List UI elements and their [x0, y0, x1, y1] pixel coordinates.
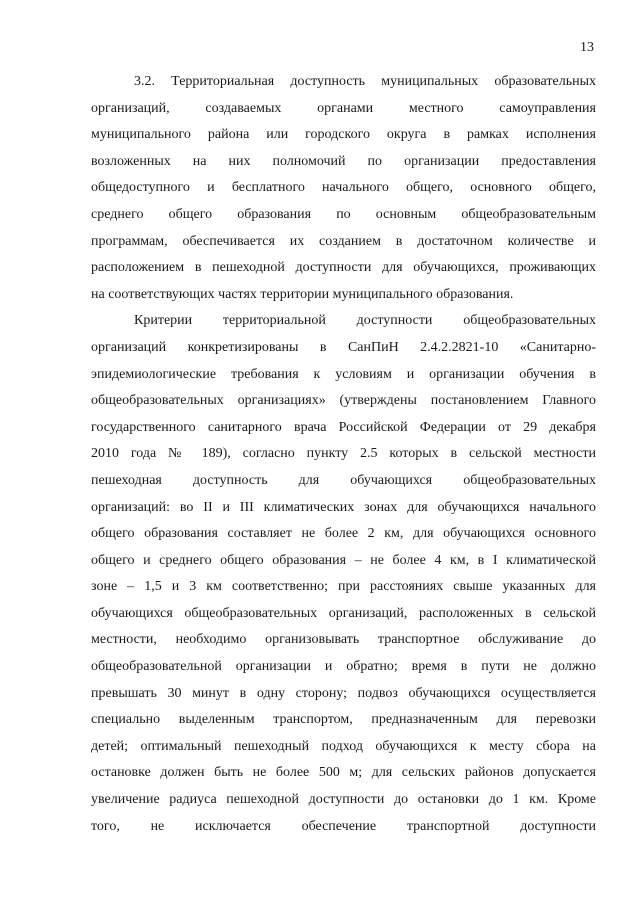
page-number: 13: [580, 40, 594, 55]
text-line: общеобразовательных организациях» (утверждены постановлением Главного: [91, 393, 596, 409]
text-line: эпидемиологические требования к условиям и организации обучения в: [91, 366, 596, 382]
text-line: программам, обеспечивается их созданием в достаточном количестве и: [91, 233, 596, 249]
text-line: расположением в пешеходной доступности для обучающихся, проживающих: [91, 260, 596, 276]
text-line: организаций, создаваемых органами местного самоуправления: [91, 100, 596, 116]
text-line: среднего общего образования по основным общеобразовательным: [91, 206, 596, 222]
text-line: на соответствующих частях территории муниципального образования.: [91, 286, 514, 302]
text-line: увеличение радиуса пешеходной доступности до остановки до 1 км. Кроме: [91, 792, 596, 808]
text-line: Критерии территориальной доступности общеобразовательных: [134, 313, 596, 329]
document-body: [91, 69, 596, 840]
text-line: государственного санитарного врача Российской Федерации от 29 декабря: [91, 419, 596, 435]
text-line: специально выделенным транспортом, предназначенным для перевозки: [91, 712, 596, 728]
text-line: организаций конкретизированы в СанПиН 2.4.2.2821-10 «Санитарно-: [91, 339, 596, 355]
text-line: 2010 года № 189), согласно пункту 2.5 которых в сельской местности: [91, 446, 596, 462]
text-line: общедоступного и бесплатного начального общего, основного общего,: [91, 180, 596, 196]
text-line: муниципального района или городского округа в рамках исполнения: [91, 127, 596, 143]
text-line: организаций: во II и III климатических зонах для обучающихся начального: [91, 499, 596, 515]
text-line: пешеходная доступность для обучающихся общеобразовательных: [91, 472, 596, 488]
text-line: возложенных на них полномочий по организации предоставления: [91, 153, 596, 169]
text-line: общего образования составляет не более 2 км, для обучающихся основного: [91, 526, 596, 542]
text-line: того, не исключается обеспечение транспортной доступности: [91, 818, 596, 834]
text-line: остановке должен быть не более 500 м; для сельских районов допускается: [91, 765, 596, 781]
text-line: 3.2. Территориальная доступность муниципальных образовательных: [134, 74, 596, 89]
paragraph-criteria: [91, 308, 596, 840]
text-line: превышать 30 минут в одну сторону; подвоз обучающихся осуществляется: [91, 685, 596, 701]
text-line: детей; оптимальный пешеходный подход обучающихся к месту сбора на: [91, 738, 596, 754]
text-line: обучающихся общеобразовательных организаций, расположенных в сельской: [91, 605, 596, 621]
paragraph-3-2: [91, 69, 596, 308]
text-line: зоне – 1,5 и 3 км соответственно; при расстояниях свыше указанных для: [91, 579, 596, 595]
text-line: местности, необходимо организовывать транспортное обслуживание до: [91, 632, 596, 648]
text-line: общего и среднего общего образования – не более 4 км, в I климатической: [91, 552, 596, 568]
text-line: общеобразовательной организации и обратно; время в пути не должно: [91, 659, 596, 675]
